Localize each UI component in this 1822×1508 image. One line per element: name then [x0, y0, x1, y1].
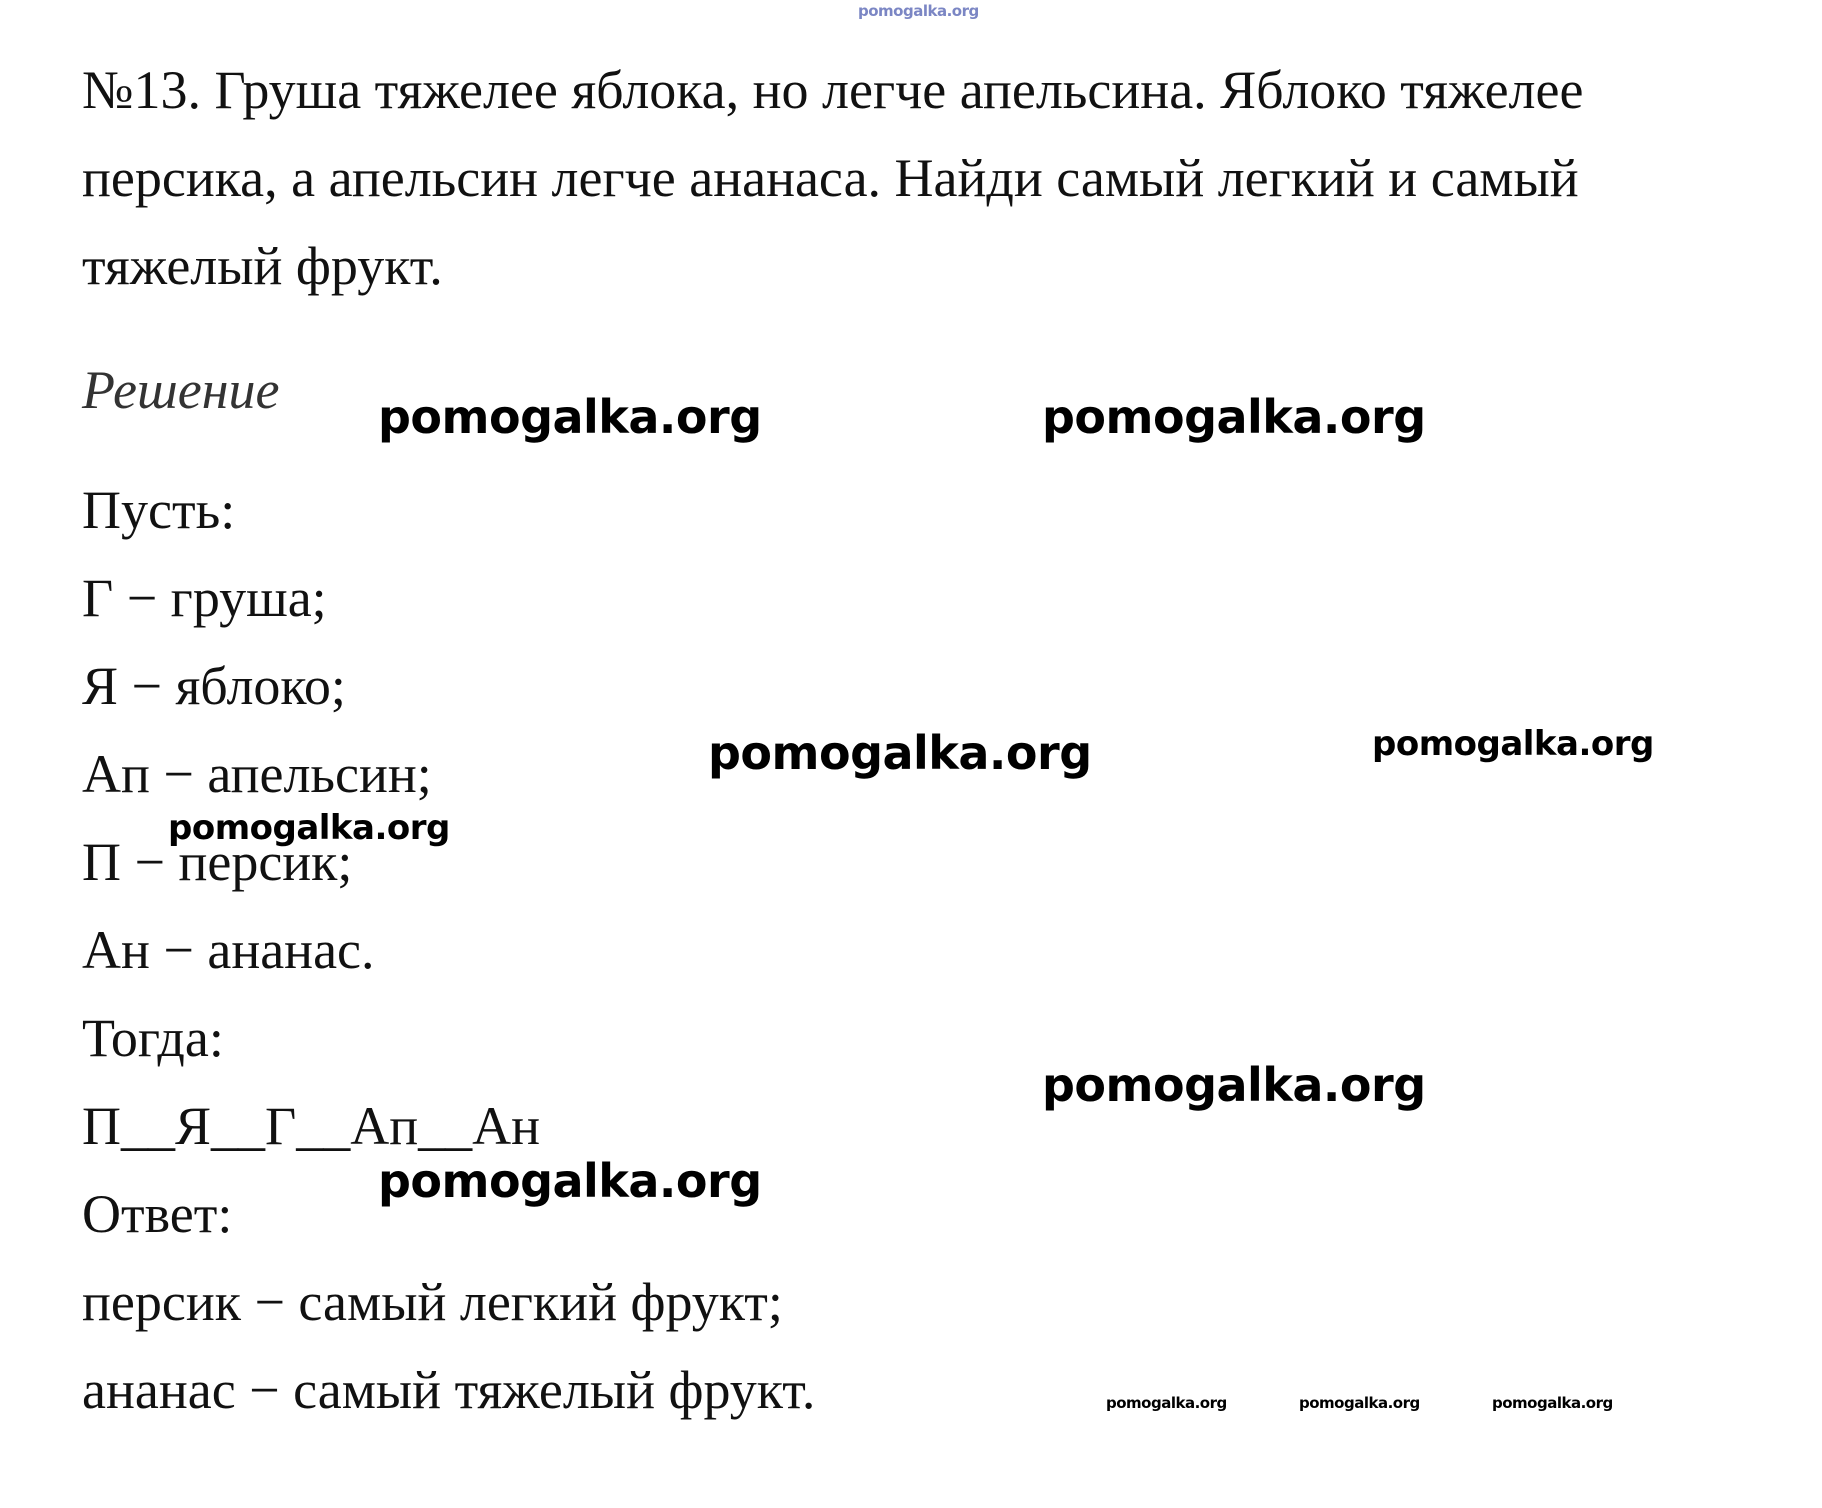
solution-line: персик − самый легкий фрукт;	[82, 1272, 783, 1332]
watermark: pomogalka.org	[1492, 1394, 1613, 1412]
solution-line: Тогда:	[82, 1008, 224, 1068]
watermark: pomogalka.org	[1299, 1394, 1420, 1412]
watermark: pomogalka.org	[1106, 1394, 1227, 1412]
solution-line: Пусть:	[82, 480, 236, 540]
watermark: pomogalka.org	[708, 726, 1092, 780]
watermark: pomogalka.org	[1042, 390, 1426, 444]
solution-line: ананас − самый тяжелый фрукт.	[82, 1360, 816, 1420]
watermark: pomogalka.org	[168, 808, 450, 848]
solution-line: Ан − ананас.	[82, 920, 375, 980]
top-watermark: pomogalka.org	[858, 2, 979, 20]
watermark: pomogalka.org	[378, 1154, 762, 1208]
solution-line: Ответ:	[82, 1184, 233, 1244]
solution-line: Я − яблоко;	[82, 656, 346, 716]
watermark: pomogalka.org	[1372, 724, 1654, 764]
solution-line: П__Я__Г__Ап__Ан	[82, 1096, 541, 1156]
watermark: pomogalka.org	[1042, 1058, 1426, 1112]
solution-line: П − персик;	[82, 832, 353, 892]
solution-heading: Решение	[82, 360, 280, 420]
problem-text: №13. Груша тяжелее яблока, но легче апельсина. Яблоко тяжелее персика, а апельсин легче ананаса. Найди самый легкий и самый тяжелый фрукт.	[82, 60, 1584, 296]
solution-line: Г − груша;	[82, 568, 327, 628]
solution-line: Ап − апельсин;	[82, 744, 432, 804]
watermark: pomogalka.org	[378, 390, 762, 444]
